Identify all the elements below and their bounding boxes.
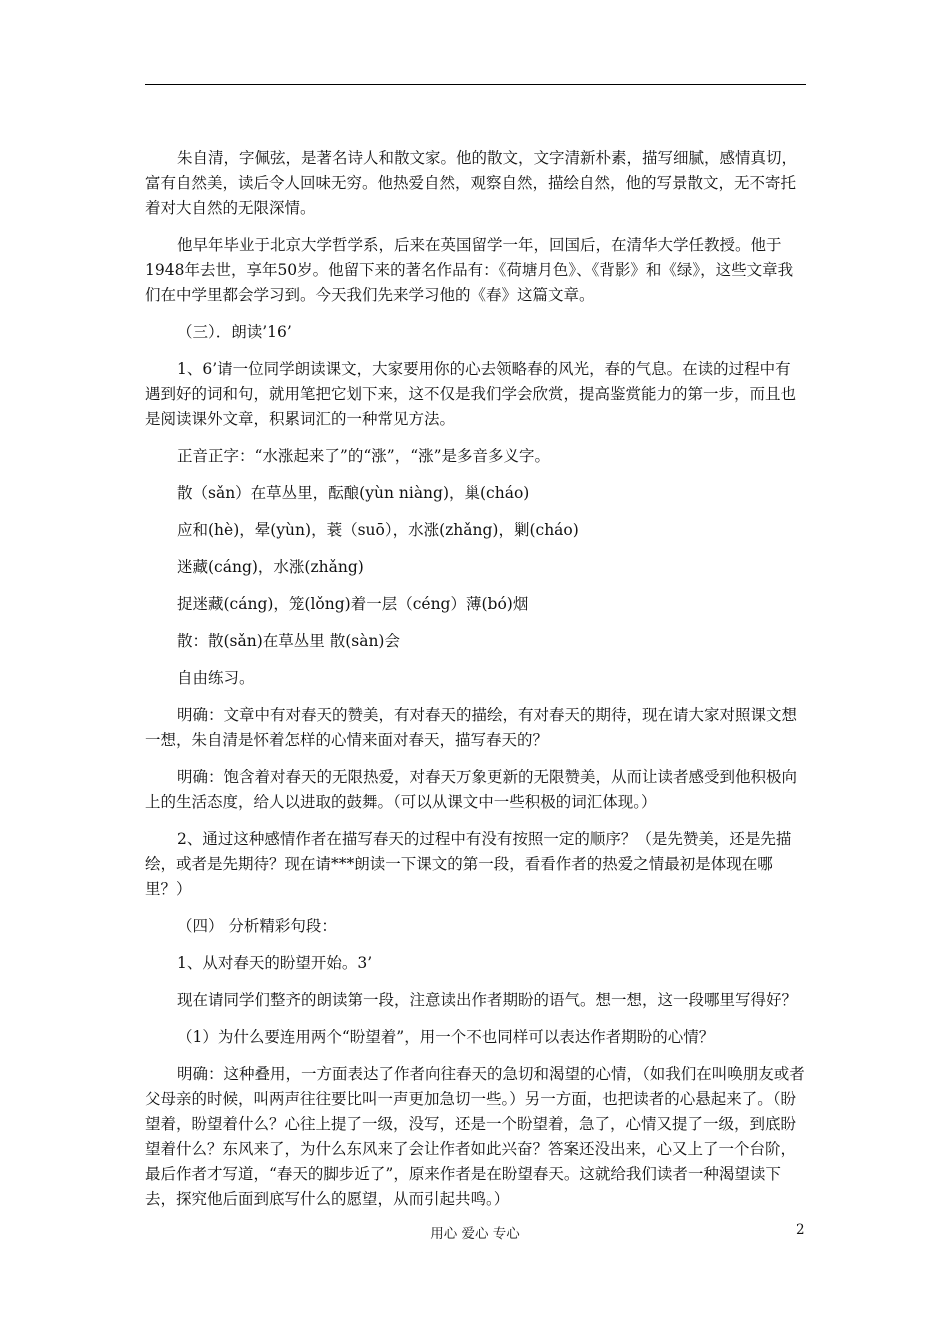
paragraph-clarify-1: 明确：文章中有对春天的赞美，有对春天的描绘，有对春天的期待，现在请大家对照课文想一想，朱自清是怀着怎样的心情来面对春天，描写春天的？ [145,706,798,749]
section-heading-analysis: （四） 分析精彩句段： [177,917,337,935]
page-number: 2 [796,1222,805,1238]
paragraph-read-first-section: 现在请同学们整齐的朗读第一段，注意读出作者期盼的语气。想一想，这一段哪里写得好？ [177,991,798,1009]
pronunciation-line-5: 散：散(sǎn)在草丛里 散(sàn)会 [177,632,400,650]
paragraph-author-bio: 他早年毕业于北京大学哲学系，后来在英国留学一年，回国后，在清华大学任教授。他于1948年去世，享年50岁。他留下来的著名作品有：《荷塘月色》、《背影》和《绿》，这些文章我们在中学里都会学习到。今天我们先来学习他的《春》这篇文章。 [145,236,794,304]
paragraph-question-1: （1）为什么要连用两个“盼望着”，用一个不也同样可以表达作者期盼的心情？ [177,1028,715,1046]
paragraph-clarify-2: 明确：饱含着对春天的无限热爱，对春天万象更新的无限赞美，从而让读者感受到他积极向上的生活态度，给人以进取的鼓舞。（可以从课文中一些积极的词汇体现。） [145,768,798,811]
paragraph-free-practice: 自由练习。 [177,669,255,687]
paragraph-order-question: 2、通过这种感情作者在描写春天的过程中有没有按照一定的顺序？（是先赞美，还是先描绘，或者是先期待？现在请***朗读一下课文的第一段，看看作者的热爱之情最初是体现在哪里？） [145,830,792,898]
section-heading-reading: （三）．朗读’16’ [177,323,292,341]
paragraph-pronunciation-intro: 正音正字：“水涨起来了”的“涨”，“涨”是多音多义字。 [177,447,551,465]
pronunciation-line-4: 捉迷藏(cáng)，笼(lǒng)着一层（céng）薄(bó)烟 [177,595,529,613]
pronunciation-line-1: 散（sǎn）在草丛里，酝酿(yùn niàng)，巢(cháo) [177,484,530,502]
header-rule [145,84,806,85]
paragraph-step-1: 1、从对春天的盼望开始。3’ [177,954,373,972]
pronunciation-line-3: 迷藏(cáng)，水涨(zhǎng) [177,558,364,576]
paragraph-author-intro: 朱自清，字佩弦，是著名诗人和散文家。他的散文，文字清新朴素，描写细腻，感情真切，富有自然美，读后令人回味无穷。他热爱自然，观察自然，描绘自然，他的写景散文，无不寄托着对大自然的无限深情。 [145,149,798,217]
paragraph-clarify-3: 明确：这种叠用，一方面表达了作者向往春天的急切和渴望的心情，（如我们在叫唤朋友或者父母亲的时候，叫两声往往要比叫一声更加急切一些。）另一方面，也把读者的心悬起来了。（盼望着，盼望着什么？心往上提了一级，没写，还是一个盼望着，急了，心情又提了一级，到底盼望着什么？东风来了，为什么东风来了会让作者如此兴奋？答案还没出来，心又上了一个台阶，最后作者才写道，“春天的脚步近了”，原来作者是在盼望春天。这就给我们读者一种渴望读下去，探究他后面到底写什么的愿望，从而引起共鸣。） [145,1065,805,1208]
paragraph-reading-task: 1、6’请一位同学朗读课文，大家要用你的心去领略春的风光，春的气息。在读的过程中有遇到好的词和句，就用笔把它划下来，这不仅是我们学会欣赏，提高鉴赏能力的第一步，而且也是阅读课外文章，积累词汇的一种常见方法。 [145,360,797,428]
document-body [145,146,806,1224]
pronunciation-line-2: 应和(hè)，晕(yùn)，蓑（suō），水涨(zhǎng)，剿(cháo) [177,521,579,539]
footer-slogan: 用心 爱心 专心 [430,1226,520,1242]
